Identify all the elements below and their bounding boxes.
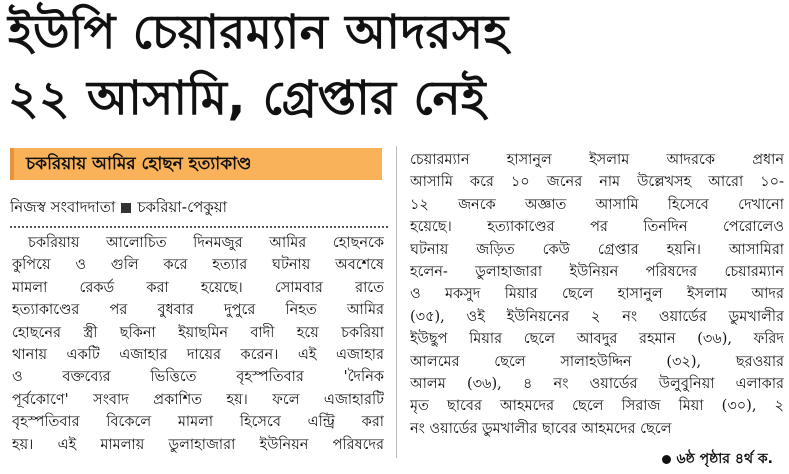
body-line: থানায় একটি এজাহার দায়ের করেন। এই এজাহার — [12, 347, 384, 364]
body-line: নং ওয়ার্ডের ডুমখালীর ছাবের আহমদের ছেলে — [410, 420, 672, 437]
body-line: ও মকসুদ মিয়ার ছেলে হাসানুল ইসলাম আদর — [410, 286, 784, 303]
square-bullet-icon — [121, 203, 131, 213]
body-line: হয়েছে। হত্যাকাণ্ডের পর তিনদিন পেরোলেও — [410, 219, 784, 236]
body-line: (৩৫), ওই ইউনিয়নের ২ নং ওয়ার্ডের ডুমখালীর — [410, 308, 784, 325]
body-line: মামলা রেকর্ড করা হয়েছে। সোমবার রাতে — [12, 279, 384, 296]
body-line: আসামি করে ১০ জনের নাম উল্লেখসহ আরো ১০- — [410, 174, 784, 191]
body-line: ও বক্তব্যের ভিত্তিতে বৃহস্পতিবার 'দৈনিক — [12, 369, 384, 386]
body-line: ঘটনায় জড়িত কেউ গ্রেপ্তার হয়নি। আসামিরা — [410, 241, 784, 258]
continuation-text: ৬ষ্ঠ পৃষ্ঠার ৪র্থ ক. — [676, 451, 773, 467]
bullet-icon — [662, 455, 671, 464]
body-line: আলমের ছেলে সালাহউদ্দিন (৩২), ছরওয়ার — [410, 353, 784, 370]
body-line: আলম (৩৬), ৪ নং ওয়ার্ডের উলুবুনিয়া এলাকার — [410, 376, 784, 393]
kicker-banner: চকরিয়ায় আমির হোছন হত্যাকাণ্ড — [10, 148, 382, 180]
byline-divider — [10, 226, 388, 228]
byline-location: চকরিয়া-পেকুয়া — [137, 198, 228, 216]
headline-line-2: ২২ আসামি, গ্রেপ্তার নেই — [8, 71, 487, 126]
body-line: পূর্বকোণে' সংবাদ প্রকাশিত হয়। ফলে এজাহারটি — [12, 391, 384, 408]
body-line: হত্যাকাণ্ডের পর বুধবার দুপুরে নিহত আমির — [12, 302, 384, 319]
body-line: ১২ জনকে অজ্ঞাত আসামি হিসেবে দেখানো — [410, 196, 784, 213]
body-line: হোছনের স্ত্রী ছকিনা ইয়াছমিন বাদী হয়ে চকরিয়া — [12, 324, 384, 341]
body-line: হয়। এই মামলায় ডুলাহাজারা ইউনিয়ন পরিষদের — [12, 436, 384, 453]
byline — [10, 196, 390, 218]
column-divider — [396, 146, 397, 458]
body-line: ইউছুপ মিয়ার ছেলে আবদুর রহমান (৩৬), ফরিদ — [410, 331, 784, 348]
body-line: কুপিয়ে ও গুলি করে হত্যার ঘটনায় অবশেষে — [12, 257, 384, 274]
headline-line-1: ইউপি চেয়ারম্যান আদরসহ — [8, 5, 509, 60]
body-line: চেয়ারম্যান হাসানুল ইসলাম আদরকে প্রধান — [410, 152, 784, 168]
body-line: হলেন- ডুলাহাজারা ইউনিয়ন পরিষদের চেয়ারম্যান — [410, 264, 784, 281]
body-line: বৃহস্পতিবার বিকেলে মামলা হিসেবে এন্ট্রি করা — [12, 414, 384, 431]
continuation-note — [662, 447, 774, 471]
body-line: মৃত ছাবের আহমদের ছেলে সিরাজ মিয়া (৩০), ২ — [410, 398, 784, 415]
article-column-2 — [410, 149, 784, 440]
byline-reporter: নিজস্ব সংবাদদাতা — [10, 198, 116, 216]
article-column-1 — [12, 232, 384, 456]
headline — [8, 0, 783, 132]
body-line: চকরিয়ায় আলোচিত দিনমজুর আমির হোছনকে — [28, 235, 384, 251]
